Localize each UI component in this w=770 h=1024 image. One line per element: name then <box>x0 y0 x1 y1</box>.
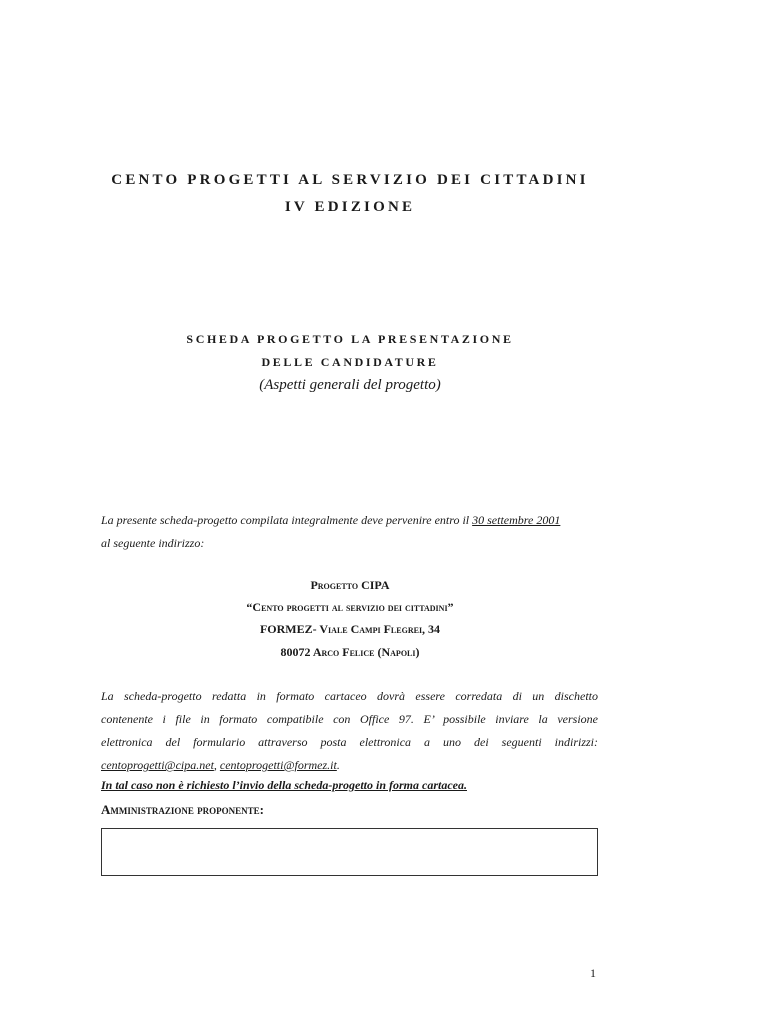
page-number: 1 <box>590 966 596 980</box>
intro-paragraph <box>101 509 598 555</box>
paper-not-required-note: In tal caso non è richiesto l’invio della scheda-progetto in forma cartacea. <box>101 778 467 792</box>
instructions-line: elettronica del formulario attraverso posta elettronica a uno dei seguenti indirizzi: <box>101 735 598 749</box>
instructions-paragraph <box>101 685 598 777</box>
intro-text-after: al seguente indirizzo: <box>101 536 205 550</box>
address-city: 80072 Arco Felice (Napoli) <box>280 645 420 659</box>
address-recipient: Progetto CIPA <box>310 578 390 592</box>
email-separator: , <box>213 758 220 772</box>
edition-title: IV EDIZIONE <box>284 199 416 215</box>
email-link-formez[interactable]: centoprogetti@formez.it <box>219 758 337 772</box>
document-title: CENTO PROGETTI AL SERVIZIO DEI CITTADINI <box>111 172 589 188</box>
section-label-administration: Amministrazione proponente: <box>101 802 264 817</box>
form-title-line2: DELLE CANDIDATURE <box>261 355 439 369</box>
instructions-line: contenente i file in formato compatibile con Office 97. E’ possibile inviare la versione <box>101 712 598 726</box>
address-project-name: “Cento progetti al servizio dei cittadini” <box>246 600 454 614</box>
deadline-date: 30 settembre 2001 <box>472 513 561 527</box>
administration-input-box[interactable] <box>101 828 598 876</box>
form-title-line1: SCHEDA PROGETTO LA PRESENTAZIONE <box>186 332 514 346</box>
address-street: FORMEZ- Viale Campi Flegrei, 34 <box>259 622 441 636</box>
form-subtitle: (Aspetti generali del progetto) <box>259 377 441 393</box>
instructions-line: La scheda-progetto redatta in formato cartaceo dovrà essere corredata di un dischetto <box>101 689 598 703</box>
email-link-cipa[interactable]: centoprogetti@cipa.net <box>101 758 214 772</box>
intro-text: La presente scheda-progetto compilata integralmente deve pervenire entro il <box>101 513 473 527</box>
email-end: . <box>336 758 340 772</box>
email-links <box>101 754 598 777</box>
